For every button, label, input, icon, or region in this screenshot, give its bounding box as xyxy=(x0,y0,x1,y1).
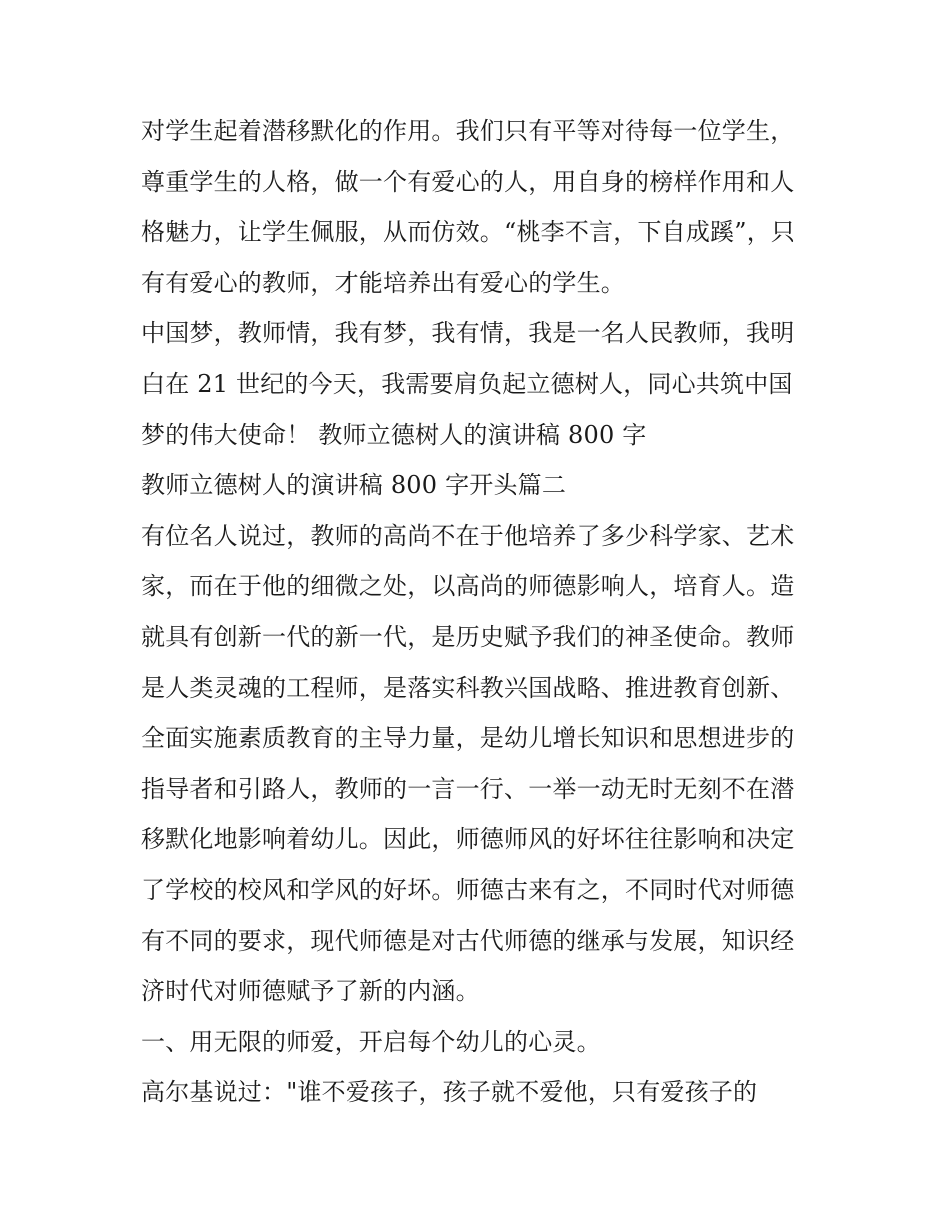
text-line: 了学校的校风和学风的好坏。师德古来有之，不同时代对师德 xyxy=(141,875,795,904)
text-line: 有位名人说过，教师的高尚不在于他培养了多少科学家、艺术 xyxy=(141,521,795,550)
text-line: 白在 21 世纪的今天，我需要肩负起立德树人，同心共筑中国 xyxy=(141,369,793,398)
text-line: 指导者和引路人，教师的一言一行、一举一动无时无刻不在潜 xyxy=(141,774,795,803)
text-line: 全面实施素质教育的主导力量，是幼儿增长知识和思想进步的 xyxy=(141,724,795,753)
text-line: 中国梦，教师情，我有梦，我有情，我是一名人民教师，我明 xyxy=(141,319,795,348)
text-line: 有不同的要求，现代师德是对古代师德的继承与发展，知识经 xyxy=(141,926,795,955)
text-line: 高尔基说过："谁不爱孩子，孩子就不爱他，只有爱孩子的 xyxy=(141,1078,758,1107)
text-line: 家，而在于他的细微之处，以高尚的师德影响人，培育人。造 xyxy=(141,572,795,601)
subsection-heading: 一、用无限的师爱，开启每个幼儿的心灵。 xyxy=(141,1027,601,1056)
text-line: 就具有创新一代的新一代，是历史赋予我们的神圣使命。教师 xyxy=(141,622,795,651)
body-text xyxy=(141,106,821,1118)
text-line: 是人类灵魂的工程师，是落实科教兴国战略、推进教育创新、 xyxy=(141,673,795,702)
text-line: 有有爱心的教师，才能培养出有爱心的学生。 xyxy=(141,268,625,297)
text-line: 对学生起着潜移默化的作用。我们只有平等对待每一位学生， xyxy=(141,117,795,145)
section-heading: 教师立德树人的演讲稿 800 字开头篇二 xyxy=(141,471,567,500)
text-line: 梦的伟大使命！ 教师立德树人的演讲稿 800 字 xyxy=(141,420,647,449)
text-line: 济时代对师德赋予了新的内涵。 xyxy=(141,977,480,1006)
text-line: 移默化地影响着幼儿。因此，师德师风的好坏往往影响和决定 xyxy=(141,825,795,854)
text-line: 格魅力，让学生佩服，从而仿效。“桃李不言，下自成蹊”，只 xyxy=(141,218,796,247)
text-line: 尊重学生的人格，做一个有爱心的人，用自身的榜样作用和人 xyxy=(141,167,795,196)
